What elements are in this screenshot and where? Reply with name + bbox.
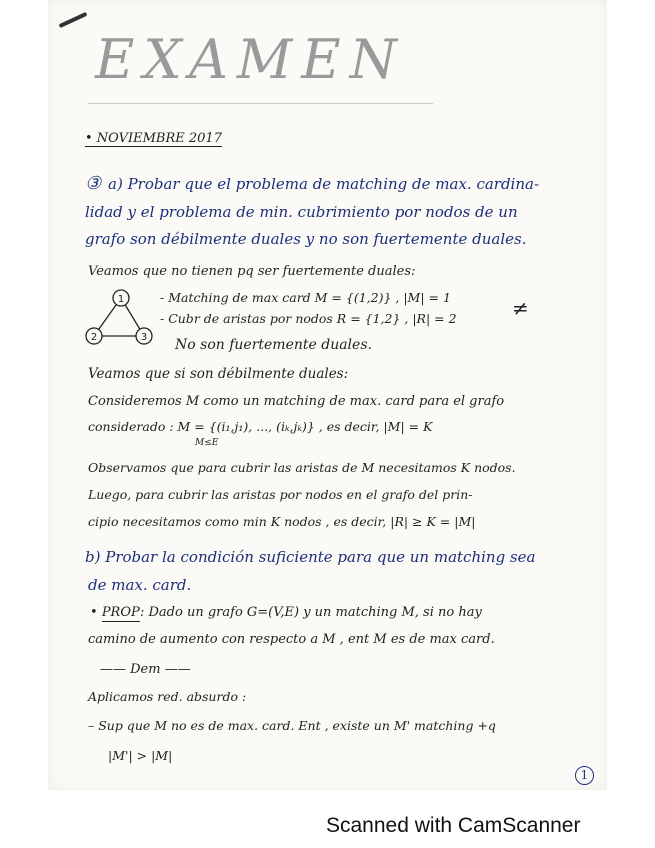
subscript-note: M≤E bbox=[195, 438, 219, 448]
not-equal-mark: ≠ bbox=[512, 296, 529, 320]
scanner-watermark: Scanned with CamScanner bbox=[326, 814, 581, 837]
page-title: EXAMEN bbox=[95, 28, 406, 91]
prop-keyword: PROP bbox=[101, 605, 140, 620]
matching-bullet: - Matching de max card M = {(1,2)} , |M| = 1 bbox=[160, 290, 451, 305]
cover-bullet: - Cubr de aristas por nodos R = {1,2} , |R| = 2 bbox=[160, 311, 457, 326]
part-b-line: de max. card. bbox=[88, 576, 192, 594]
question-line: grafo son débilmente duales y no son fuertemente duales. bbox=[85, 230, 527, 248]
proof-line: |M'| > |M| bbox=[108, 748, 173, 763]
proof-line: – Sup que M no es de max. card. Ent , existe un M' matching +q bbox=[88, 718, 496, 733]
question-number: ③ bbox=[85, 173, 102, 194]
prop-line: : Dado un grafo G=(V,E) y un matching M, si no hay bbox=[140, 605, 482, 620]
graph-node-label: 1 bbox=[117, 294, 125, 305]
example-graph bbox=[82, 288, 160, 348]
part-b-line: b) Probar la condición suficiente para que un matching sea bbox=[85, 548, 536, 566]
proof-line: Observamos que para cubrir las aristas de M necesitamos K nodos. bbox=[88, 460, 516, 475]
proof-line: Aplicamos red. absurdo : bbox=[88, 689, 247, 704]
weak-duality-intro: Veamos que si son débilmente duales: bbox=[88, 366, 349, 382]
title-divider bbox=[88, 103, 433, 104]
proof-line: Luego, para cubrir las aristas por nodos en el grafo del prin- bbox=[88, 487, 473, 502]
graph-node-label: 2 bbox=[90, 332, 98, 343]
strong-duality-conclusion: No son fuertemente duales. bbox=[175, 337, 372, 353]
section-heading: • NOVIEMBRE 2017 bbox=[85, 131, 222, 146]
graph-node-label: 3 bbox=[140, 332, 148, 343]
prop-line: camino de aumento con respecto a M , ent M es de max card. bbox=[88, 632, 495, 647]
proof-line: considerado : M = {(i₁,j₁), ..., (iₖ,jₖ)} , es decir, |M| = K bbox=[88, 419, 433, 434]
strong-duality-intro: Veamos que no tienen pq ser fuertemente duales: bbox=[88, 264, 416, 279]
proof-heading: —— Dem —— bbox=[100, 662, 191, 677]
prop-label: • PROP bbox=[90, 605, 140, 620]
page-number: 1 bbox=[575, 766, 594, 785]
question-line: a) Probar que el problema de matching de max. cardina- bbox=[108, 175, 540, 193]
proof-line: Consideremos M como un matching de max. card para el grafo bbox=[88, 394, 505, 409]
proof-line: cipio necesitamos como min K nodos , es decir, |R| ≥ K = |M| bbox=[88, 514, 476, 529]
question-line: lidad y el problema de min. cubrimiento por nodos de un bbox=[85, 203, 518, 221]
